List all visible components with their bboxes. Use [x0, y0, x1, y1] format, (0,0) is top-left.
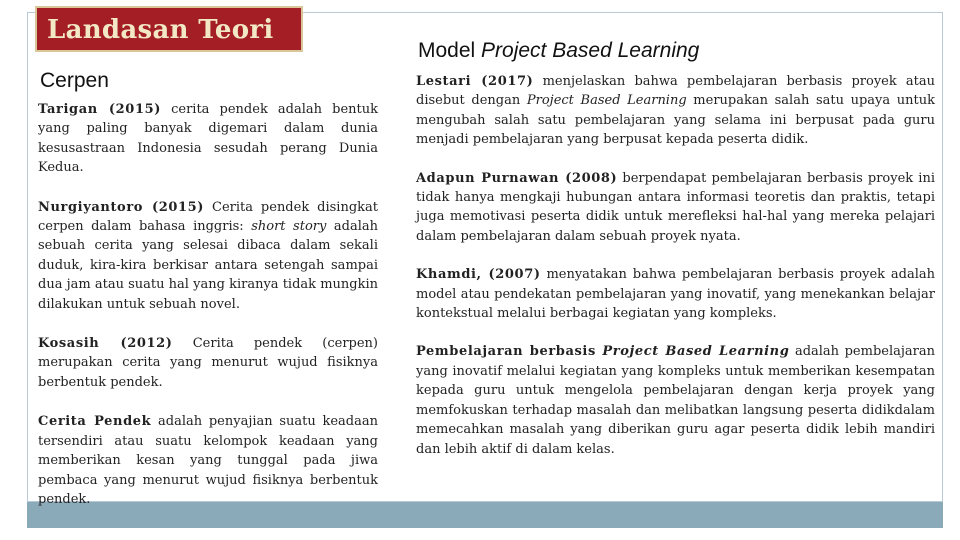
paragraph-lead: Cerita Pendek [38, 414, 152, 430]
paragraph-lead: Adapun Purnawan (2008) [416, 170, 618, 186]
paragraph-text-cont: adalah sebuah cerita yang selesai dibaca dalam sekali duduk, kira-kira berkisar antara setengah sampai dua jam atau suatu hal yang kiranya tidak mungkin dilakukan untuk sebuah novel. [38, 219, 378, 312]
left-heading: Cerpen [40, 69, 109, 92]
paragraph-emphasis: short story [251, 219, 327, 235]
paragraph-text: Cerita pendek disingkat cerpen dalam bahasa inggris: [38, 199, 378, 235]
paragraph [416, 72, 935, 150]
paragraph-lead: Khamdi, (2007) [416, 267, 541, 283]
paragraph-lead: Lestari (2017) [416, 74, 534, 89]
paragraph [38, 412, 378, 509]
paragraph-lead: Nurgiyantoro (2015) [38, 199, 205, 215]
paragraph-text-cont: merupakan salah satu upaya untuk mengubah salah satu pembelajaran yang selama ini berpusat pada guru menjadi pembelajaran yang berpusat kepada peserta didik. [416, 93, 935, 148]
paragraph-emphasis: Project Based Learning [526, 93, 687, 109]
paragraph [38, 334, 378, 392]
slide-title: Landasan Teori [35, 6, 303, 52]
right-heading [418, 38, 798, 64]
paragraph-lead: Kosasih (2012) [38, 336, 173, 352]
paragraph [416, 265, 935, 323]
paragraph-lead: Pembelajaran berbasis [416, 344, 603, 360]
right-heading-plain: Model [418, 39, 482, 62]
paragraph [38, 198, 378, 314]
paragraph-text: menjelaskan bahwa pembelajaran berbasis proyek atau disebut dengan [416, 74, 935, 109]
paragraph-text: Cerita pendek (cerpen) merupakan cerita yang menurut wujud fisiknya berbentuk pendek. [38, 336, 378, 390]
paragraph [416, 342, 935, 458]
left-column [38, 100, 378, 529]
right-column [416, 72, 935, 478]
paragraph-text: berpendapat pembelajaran berbasis proyek ini tidak hanya mengkaji hubungan antara informasi teoretis dan praktis, tetapi juga memotivasi peserta didik untuk merefleksi hal-hal yang mereka pelajari dalam pembelajaran dalam sebuah proyek nyata. [416, 170, 935, 244]
paragraph-lead: Tarigan (2015) [38, 102, 161, 117]
paragraph [416, 169, 935, 247]
paragraph [38, 100, 378, 178]
paragraph-text-cont: adalah pembelajaran yang inovatif melalui kegiatan yang kompleks untuk memberikan kesempatan kepada guru untuk mengelola pembelajaran dengan kerja proyek yang memfokuskan terhadap masalah dan melibatkan langsung peserta didikdalam memecahkan masalah yang diberikan guru agar peserta didik lebih mandiri dan lebih aktif di dalam kelas. [416, 344, 935, 457]
paragraph-emphasis: Project Based Learning [602, 344, 790, 360]
paragraph-text: adalah penyajian suatu keadaan tersendiri atau suatu kelompok keadaan yang memberikan kesan yang tunggal pada jiwa pembaca yang menurut wujud fisiknya berbentuk pendek. [38, 414, 378, 507]
paragraph-text: cerita pendek adalah bentuk yang paling banyak digemari dalam dunia kesusastraan Indonesia sesudah perang Dunia Kedua. [38, 102, 378, 176]
paragraph-text: menyatakan bahwa pembelajaran berbasis proyek adalah model atau pendekatan pembelajaran yang inovatif, yang menekankan belajar kontekstual melalui berbagai kegiatan yang kompleks. [416, 267, 935, 322]
right-heading-italic: Project Based Learning [481, 39, 700, 62]
